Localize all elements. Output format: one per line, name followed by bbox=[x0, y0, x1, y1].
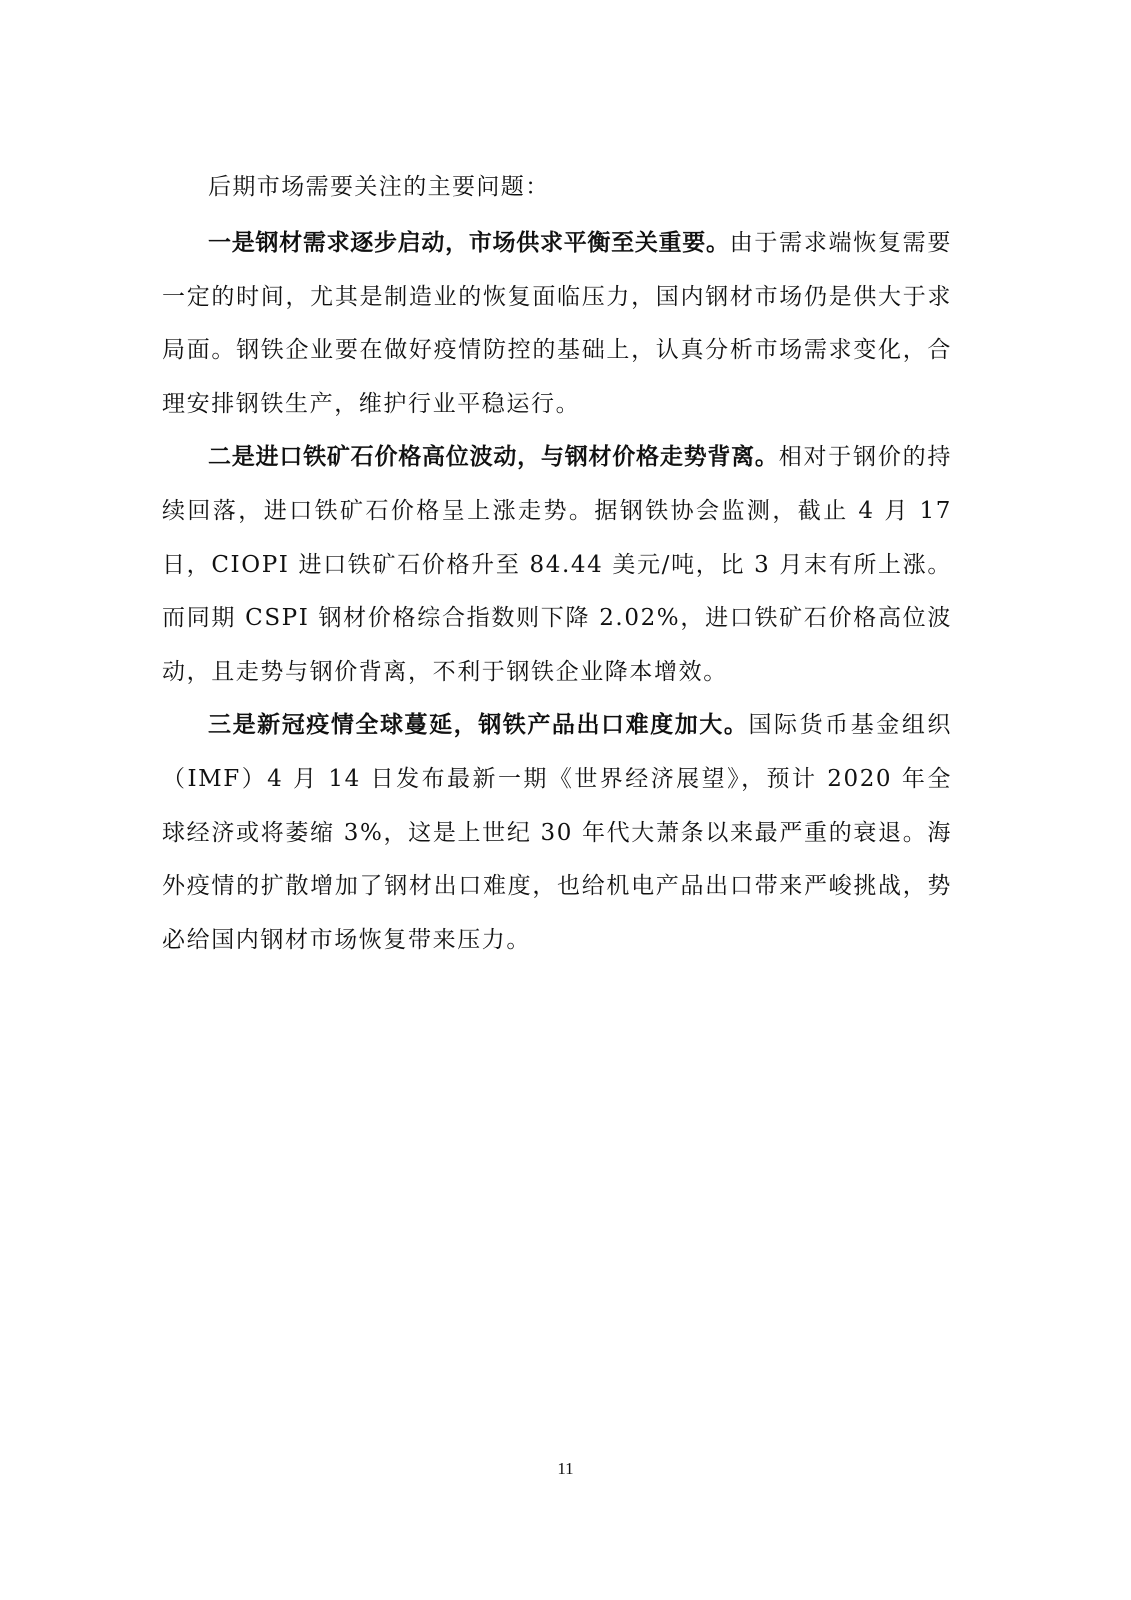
issue-lead-2: 二是进口铁矿石价格高位波动，与钢材价格走势背离。 bbox=[208, 444, 779, 471]
issue-lead-3: 三是新冠疫情全球蔓延，钢铁产品出口难度加大。 bbox=[208, 712, 749, 739]
issue-body-2: 相对于钢价的持续回落，进口铁矿石价格呈上涨走势。据钢铁协会监测，截止 4 月 17 日，CIOPI 进口铁矿石价格升至 84.44 美元/吨，比 3 月末有所上涨。而同期 CSPI 钢材价格综合指数则下降 2.02%，进口铁矿石价格高位波动，且走势与钢价背离，不利于钢铁企业降本增效。 bbox=[162, 444, 952, 685]
issue-body-3: 国际货币基金组织（IMF）4 月 14 日发布最新一期《世界经济展望》，预计 2020 年全球经济或将萎缩 3%，这是上世纪 30 年代大萧条以来最严重的衰退。海外疫情的扩散增加了钢材出口难度，也给机电产品出口带来严峻挑战，势必给国内钢材市场恢复带来压力。 bbox=[162, 712, 952, 953]
issue-body-1: 由于需求端恢复需要一定的时间，尤其是制造业的恢复面临压力，国内钢材市场仍是供大于求局面。钢铁企业要在做好疫情防控的基础上，认真分析市场需求变化，合理安排钢铁生产，维护行业平稳运行。 bbox=[162, 230, 952, 417]
section-heading: 后期市场需要关注的主要问题： bbox=[208, 174, 550, 200]
issue-lead-1: 一是钢材需求逐步启动，市场供求平衡至关重要。 bbox=[208, 230, 730, 256]
page-number: 11 bbox=[557, 1459, 574, 1478]
issue-paragraph-1 bbox=[162, 217, 952, 431]
issue-paragraph-2 bbox=[162, 431, 952, 699]
document-body bbox=[162, 167, 952, 967]
issue-paragraph-3 bbox=[162, 699, 952, 967]
